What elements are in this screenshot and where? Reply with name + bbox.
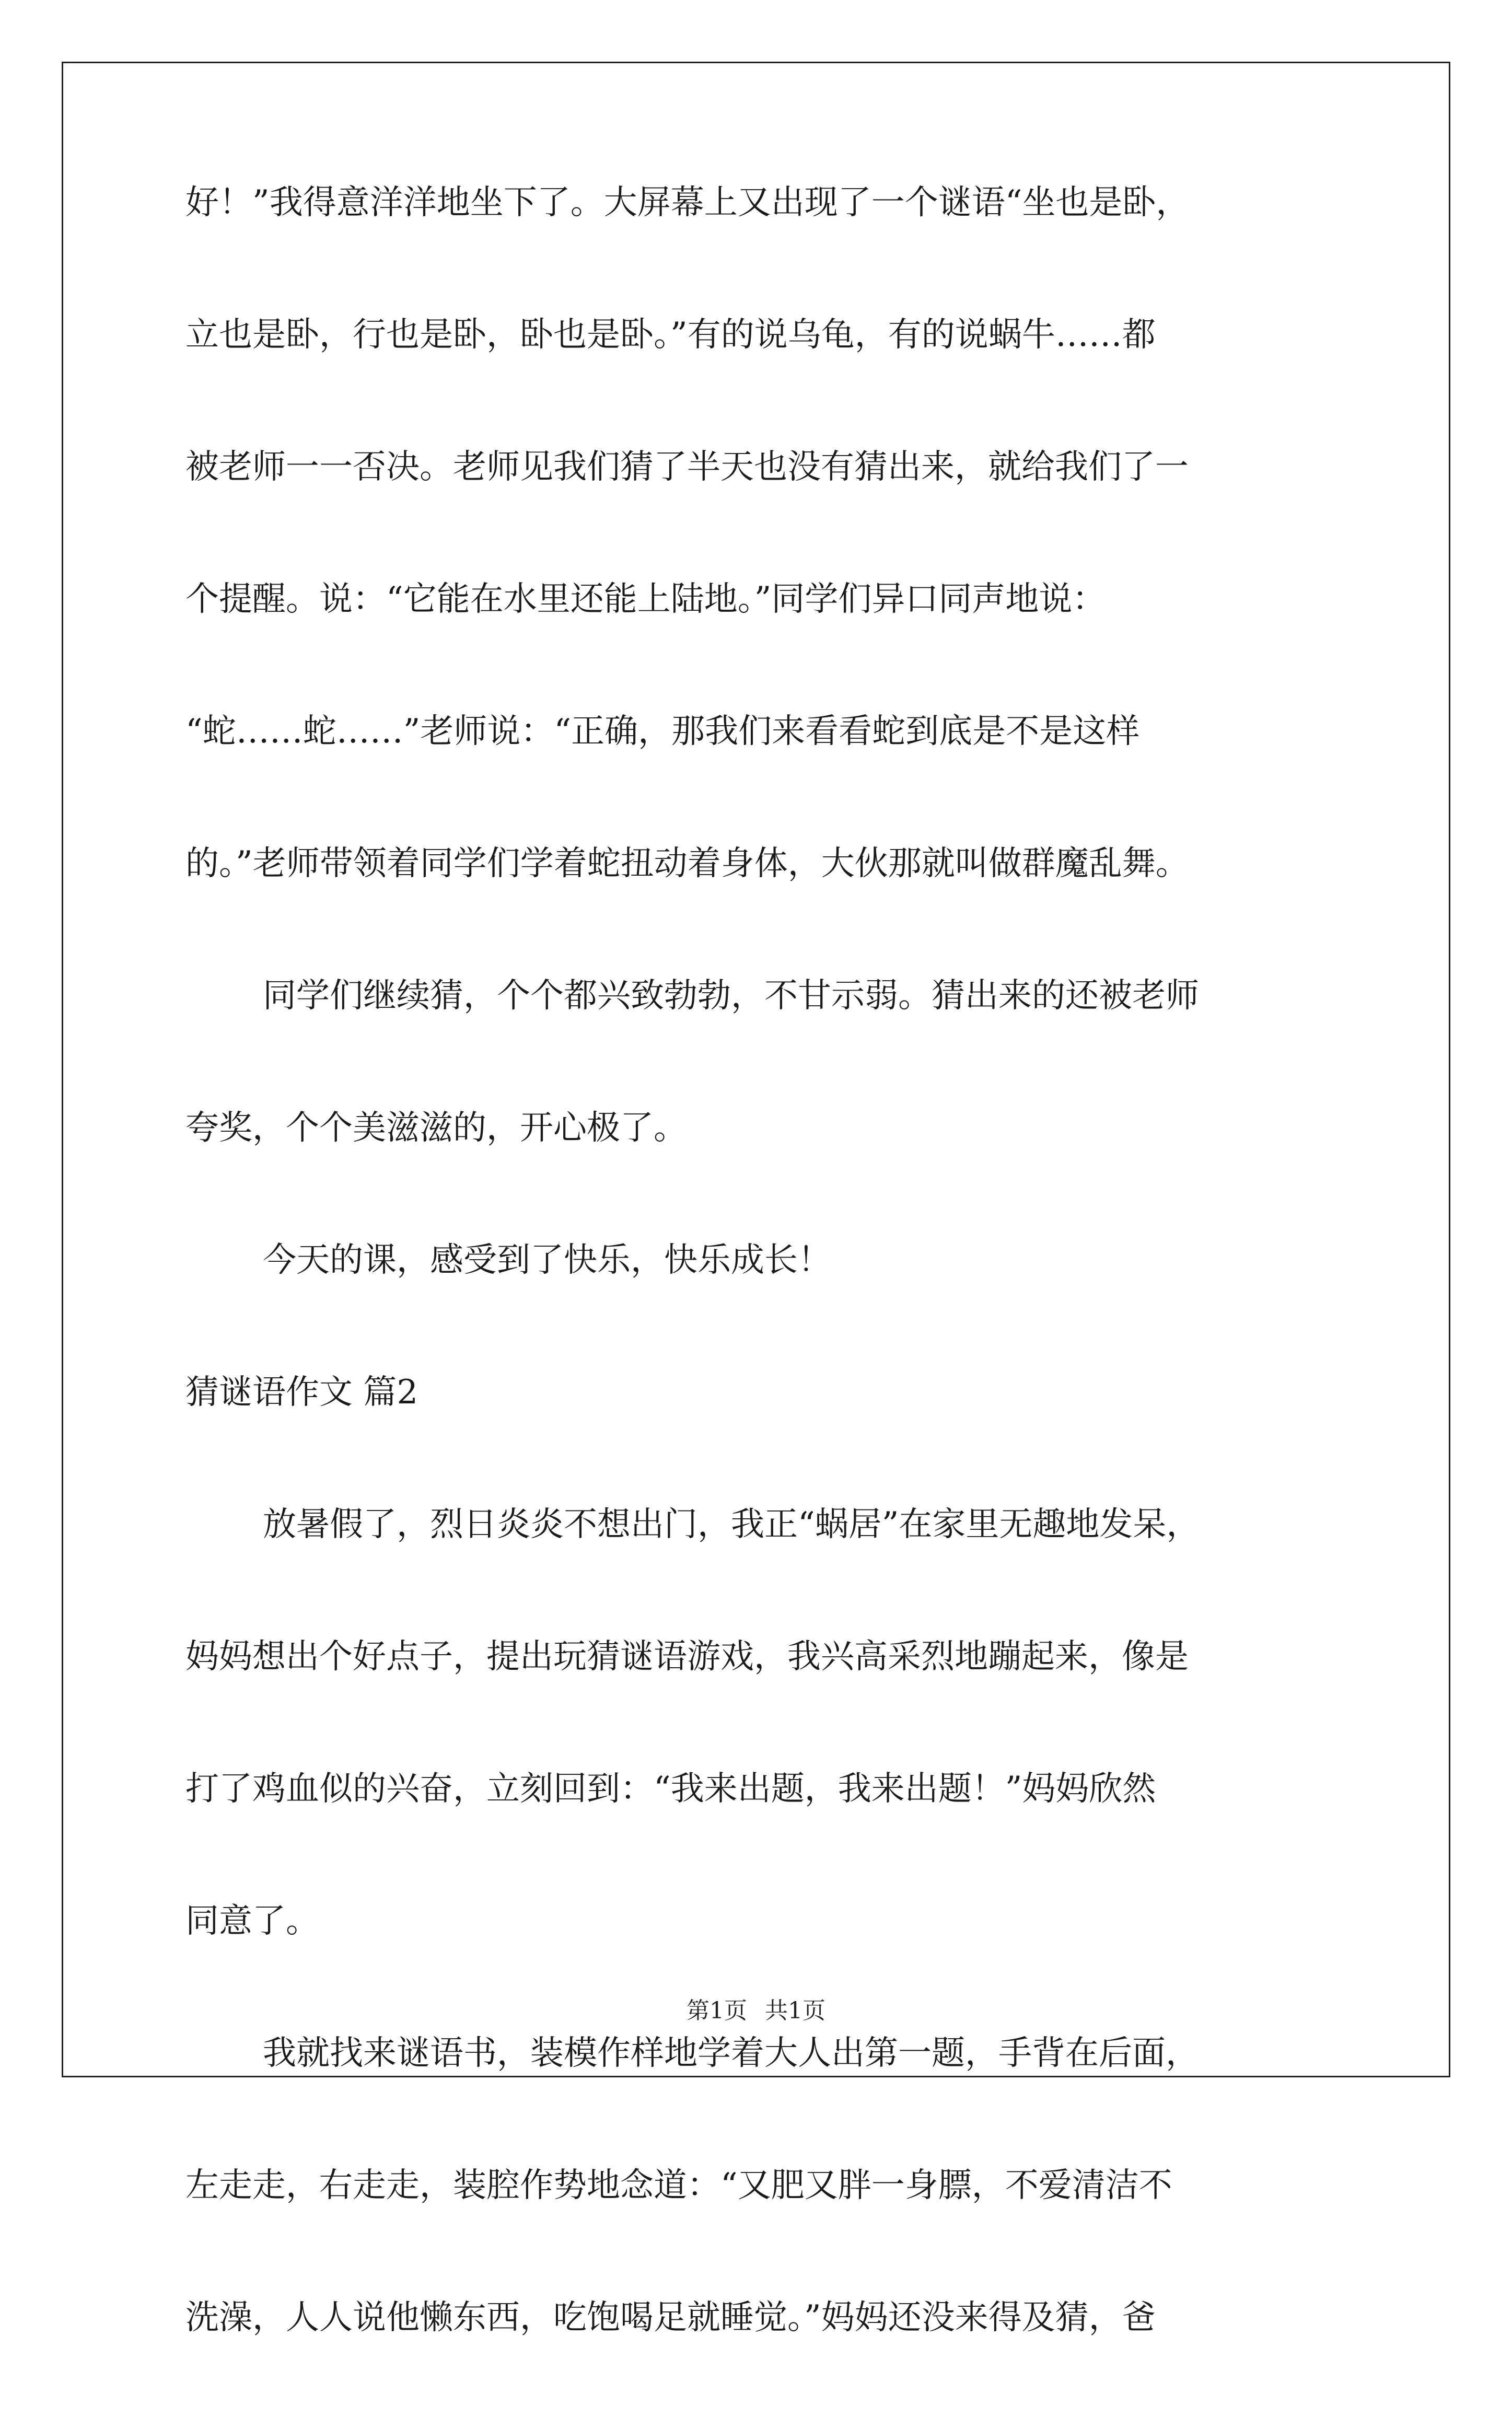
paragraph-start-line: 放暑假了，烈日炎炎不想出门，我正“蜗居”在家里无趣地发呆， bbox=[263, 1505, 1200, 1544]
text-line: 个提醒。说：“它能在水里还能上陆地。”同学们异口同声地说： bbox=[185, 580, 1106, 619]
text-line: 好！”我得意洋洋地坐下了。大屏幕上又出现了一个谜语“坐也是卧， bbox=[185, 183, 1190, 222]
text-line: 被老师一一否决。老师见我们猜了半天也没有猜出来，就给我们了一 bbox=[185, 448, 1189, 486]
paragraph-start-line: 同学们继续猜，个个都兴致勃勃，不甘示弱。猜出来的还被老师 bbox=[263, 977, 1199, 1015]
paragraph-start-line: 今天的课，感受到了快乐，快乐成长！ bbox=[263, 1241, 831, 1280]
page-total: 共1页 bbox=[765, 1997, 825, 2024]
text-line: “蛇……蛇……”老师说：“正确，那我们来看看蛇到底是不是这样 bbox=[185, 712, 1140, 751]
text-line: 立也是卧，行也是卧，卧也是卧。”有的说乌龟，有的说蜗牛……都 bbox=[185, 316, 1156, 354]
section-heading: 猜谜语作文 篇2 bbox=[185, 1373, 418, 1412]
page-footer bbox=[0, 1992, 1512, 2025]
text-line: 的。”老师带领着同学们学着蛇扭动着身体，大伙那就叫做群魔乱舞。 bbox=[185, 844, 1189, 883]
text-line: 夸奖，个个美滋滋的，开心极了。 bbox=[185, 1109, 687, 1147]
text-line: 打了鸡血似的兴奋，立刻回到：“我来出题，我来出题！”妈妈欣然 bbox=[185, 1770, 1156, 1808]
text-line: 洗澡，人人说他懒东西，吃饱喝足就睡觉。”妈妈还没来得及猜，爸 bbox=[185, 2298, 1156, 2337]
text-line: 妈妈想出个好点子，提出玩猜谜语游戏，我兴高采烈地蹦起来，像是 bbox=[185, 1637, 1189, 1676]
page-number: 第1页 bbox=[687, 1997, 747, 2024]
text-line: 左走走，右走走，装腔作势地念道：“又肥又胖一身膘，不爱清洁不 bbox=[185, 2166, 1172, 2205]
document-body bbox=[185, 182, 1340, 2429]
text-line: 同意了。 bbox=[185, 1902, 319, 1940]
paragraph-start-line: 我就找来谜语书，装模作样地学着大人出第一题，手背在后面， bbox=[263, 2034, 1199, 2073]
